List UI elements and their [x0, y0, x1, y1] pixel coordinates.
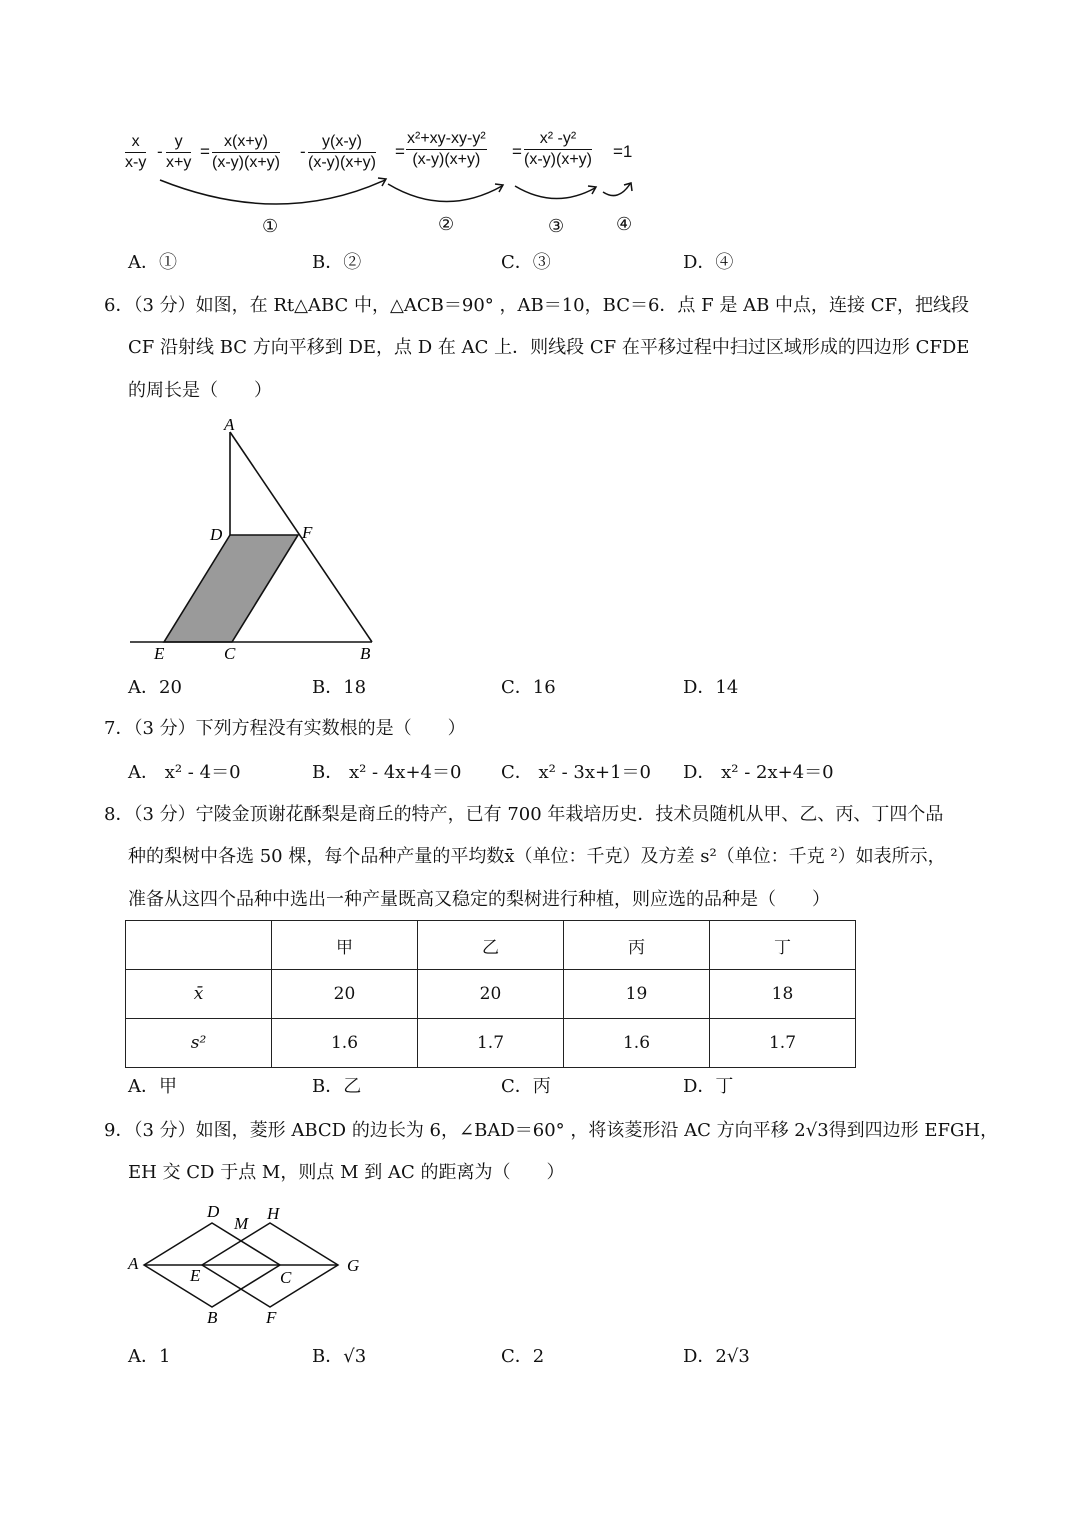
q8-stem-line-3: 准备从这四个品种中选出一种产量既高又稳定的梨树进行种植，则应选的品种是（ ）: [128, 889, 830, 910]
table-cell: 乙: [418, 921, 564, 970]
fraction-2: $\frac{y}{x+y}$: [166, 133, 192, 171]
label-D: D: [210, 525, 223, 544]
q8-stem-line-2: 种的梨树中各选 50 棵，每个品种产量的平均数x̄（单位：千克）及方差 s²（单位：千克 ²）如表所示，: [128, 846, 946, 867]
q8-stem-line-1: 8．（3 分）宁陵金顶谢花酥梨是商丘的特产，已有 700 年栽培历史．技术员随机从甲、乙、丙、丁四个品: [104, 804, 944, 825]
table-row: [126, 970, 856, 1019]
q5-option-b[interactable]: B．②: [312, 252, 362, 273]
label-C: C: [280, 1268, 292, 1287]
table-cell: 20: [272, 970, 418, 1019]
fraction-1: $\frac{x}{x-y}$: [125, 133, 147, 171]
q5-fraction-chain: [120, 128, 660, 238]
table-cell: 丁: [710, 921, 856, 970]
table-cell: s²: [126, 1019, 272, 1068]
table-cell: 甲: [272, 921, 418, 970]
q9-stem-line-2: EH 交 CD 于点 M，则点 M 到 AC 的距离为（ ）: [128, 1162, 565, 1183]
fraction-6: $\frac{\text{x² -y²}}{(x-y)(x+y)}$: [524, 130, 592, 168]
table-header-row: [126, 921, 856, 970]
label-E: E: [154, 644, 165, 663]
table-cell: 1.7: [710, 1019, 856, 1068]
label-M: M: [234, 1214, 249, 1233]
q8-option-d[interactable]: D．丁: [683, 1076, 734, 1097]
table-cell: 1.6: [564, 1019, 710, 1068]
q7-stem: 7．（3 分）下列方程没有实数根的是（ ）: [104, 718, 466, 739]
op-6: =1: [613, 142, 633, 161]
q6-stem-line-2: CF 沿射线 BC 方向平移到 DE，点 D 在 AC 上．则线段 CF 在平移过程中扫过区域形成的四边形 CFDE: [128, 337, 970, 358]
q6-stem-line-3: 的周长是（ ）: [128, 380, 272, 401]
label-A: A: [224, 415, 235, 434]
q6-stem-line-1: 6．（3 分）如图，在 Rt△ABC 中，△ACB＝90° ，AB＝10，BC＝6．点 F 是 AB 中点，连接 CF，把线段: [104, 295, 969, 316]
fraction-5: $\frac{\text{x²+xy-xy-y²}}{(x-y)(x+y)}$: [407, 130, 486, 168]
label-A: A: [128, 1254, 139, 1273]
table-cell: x̄: [126, 970, 272, 1019]
label-C: C: [224, 644, 236, 663]
fraction-4: $\frac{y(x-y)}{(x-y)(x+y)}$: [308, 133, 376, 171]
q7-option-b[interactable]: B． x² - 4x+4＝0: [312, 762, 462, 783]
q9-option-b[interactable]: B．√3: [312, 1346, 367, 1367]
table-cell: 20: [418, 970, 564, 1019]
q6-option-b[interactable]: B．18: [312, 677, 367, 698]
op-5: =: [512, 142, 522, 161]
table-cell: 18: [710, 970, 856, 1019]
label-B: B: [360, 644, 371, 663]
op-4: =: [395, 142, 405, 161]
q6-option-d[interactable]: D．14: [683, 677, 739, 698]
table-cell: 丙: [564, 921, 710, 970]
q9-option-d[interactable]: D．2√3: [683, 1346, 750, 1367]
q6-triangle-figure: [120, 410, 400, 670]
label-H: H: [267, 1204, 280, 1223]
step-label-3: ③: [548, 216, 565, 237]
label-F: F: [266, 1308, 277, 1327]
label-B: B: [207, 1308, 218, 1327]
label-E: E: [190, 1266, 201, 1285]
table-cell: 1.6: [272, 1019, 418, 1068]
q9-option-a[interactable]: A．1: [128, 1346, 171, 1367]
q5-option-c[interactable]: C．③: [501, 252, 551, 273]
q6-option-a[interactable]: A．20: [128, 677, 182, 698]
q8-data-table: [125, 920, 856, 1068]
label-D: D: [207, 1202, 220, 1221]
fraction-3: $\frac{x(x+y)}{(x-y)(x+y)}$: [212, 133, 280, 171]
step-label-4: ④: [616, 214, 633, 235]
q8-option-c[interactable]: C．丙: [501, 1076, 551, 1097]
q7-option-a[interactable]: A． x² - 4＝0: [128, 762, 241, 783]
step-label-1: ①: [262, 216, 279, 237]
q5-option-a[interactable]: A．①: [128, 252, 177, 273]
step-label-2: ②: [438, 214, 455, 235]
label-F: F: [302, 523, 313, 542]
table-cell: 19: [564, 970, 710, 1019]
q9-option-c[interactable]: C．2: [501, 1346, 545, 1367]
table-cell: [126, 921, 272, 970]
op-3: -: [300, 142, 306, 161]
q9-stem-line-1: 9．（3 分）如图，菱形 ABCD 的边长为 6，∠BAD＝60° ，将该菱形沿 AC 方向平移 2√3得到四边形 EFGH，: [104, 1120, 999, 1141]
q8-option-a[interactable]: A．甲: [128, 1076, 177, 1097]
q7-option-d[interactable]: D． x² - 2x+4＝0: [683, 762, 834, 783]
q5-option-d[interactable]: D．④: [683, 252, 734, 273]
op-1: -: [157, 142, 163, 161]
q7-option-c[interactable]: C． x² - 3x+1＝0: [501, 762, 651, 783]
q8-option-b[interactable]: B．乙: [312, 1076, 362, 1097]
step-arrows: [120, 128, 660, 238]
table-row: [126, 1019, 856, 1068]
op-2: =: [200, 142, 210, 161]
table-cell: 1.7: [418, 1019, 564, 1068]
label-G: G: [347, 1256, 360, 1275]
q9-rhombus-figure: [120, 1195, 380, 1335]
q6-option-c[interactable]: C．16: [501, 677, 556, 698]
